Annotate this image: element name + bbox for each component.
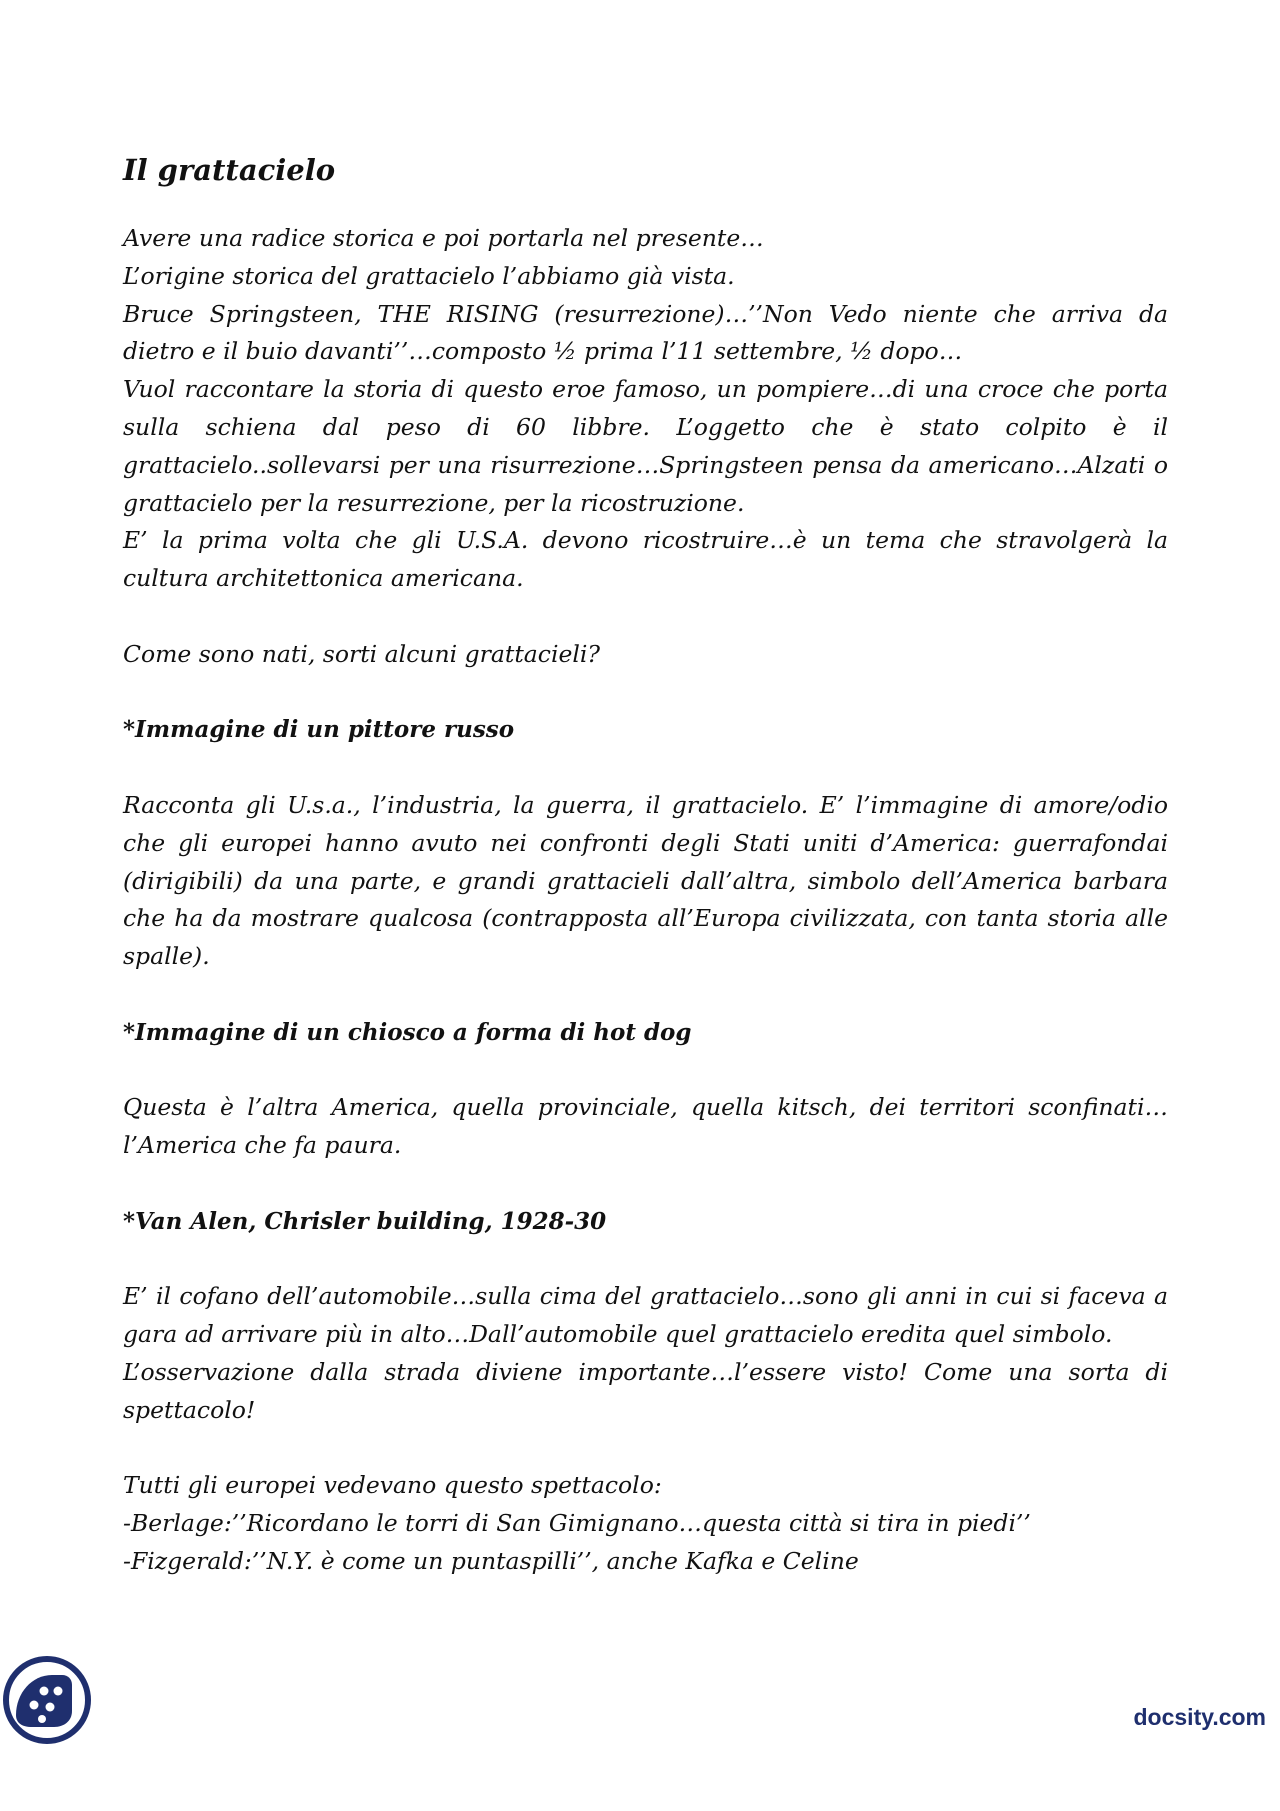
spacer <box>123 674 1168 712</box>
docsity-logo-icon[interactable] <box>2 1655 92 1745</box>
closing-intro: Tutti gli europei vedevano questo spettacolo: <box>123 1471 662 1500</box>
spacer <box>123 1165 1168 1203</box>
section-text-chrysler-1: E’ il cofano dell’automobile…sulla cima del grattacielo…sono gli anni in cui si faceva a gara ad arrivare più in alto…Dall’automobile quel grattacielo eredita quel simbolo. <box>123 1282 1168 1349</box>
section-heading-russian-painter: *Immagine di un pittore russo <box>123 716 515 744</box>
spacer <box>123 1241 1168 1279</box>
spacer <box>123 976 1168 1014</box>
quote-item-fitzgerald: -Fizgerald:’’N.Y. è come un puntaspilli’’, anche Kafka e Celine <box>123 1546 859 1575</box>
emphasis-text: l’essere visto <box>734 1357 899 1386</box>
intro-line-4: Vuol raccontare la storia di questo eroe famoso, un pompiere…di una croce che porta sulla schiena dal peso di 60 libbre. L’oggetto che è stato colpito è il grattacielo..sollevarsi per una risurrezione…Springsteen pensa da americano…Alzati o grattacielo per la resurrezione, per la ricostruzione. <box>123 375 1168 517</box>
section-heading-hot-dog: *Immagine di un chiosco a forma di hot dog <box>123 1018 692 1046</box>
text-segment: ! Come una sorta di spettacolo! <box>123 1357 1168 1424</box>
docsity-brand-link[interactable]: docsity.com <box>1133 1704 1266 1730</box>
spacer <box>123 1052 1168 1090</box>
intro-line-2: L’origine storica del grattacielo l’abbiamo già vista. <box>123 261 735 290</box>
spacer <box>123 749 1168 787</box>
section-text-chrysler-2 <box>123 1354 1168 1430</box>
section-heading-chrysler: *Van Alen, Chrisler building, 1928-30 <box>123 1207 607 1235</box>
spacer <box>123 598 1168 636</box>
section-text-russian-painter: Racconta gli U.s.a., l’industria, la guerra, il grattacielo. E’ l’immagine di amore/odio che gli europei hanno avuto nei confronti degli Stati uniti d’America: guerrafondai (dirigibili) da una parte, e grandi grattacieli dall’altra, simbolo dell’America barbara che ha da mostrare qualcosa (contrapposta all’Europa civilizzata, con tanta storia alle spalle). <box>123 790 1168 971</box>
section-text-hot-dog: Questa è l’altra America, quella provinciale, quella kitsch, dei territori sconfinati…l’America che fa paura. <box>123 1093 1168 1160</box>
intro-line-3: Bruce Springsteen, THE RISING (resurrezione)…’’Non Vedo niente che arriva da dietro e il buio davanti’’…composto ½ prima l’11 settembre, ½ dopo… <box>123 299 1168 366</box>
spacer <box>123 1430 1168 1468</box>
page-title: Il grattacielo <box>123 153 336 187</box>
question-line: Come sono nati, sorti alcuni grattacieli? <box>123 639 601 668</box>
quote-item-berlage: -Berlage:’’Ricordano le torri di San Gimignano…questa città si tira in piedi’’ <box>123 1509 1031 1538</box>
intro-line-1: Avere una radice storica e poi portarla nel presente… <box>123 224 764 252</box>
text-segment: L’osservazione dalla strada diviene importante… <box>123 1357 735 1386</box>
intro-line-5: E’ la prima volta che gli U.S.A. devono ricostruire…è un tema che stravolgerà la cultura architettonica americana. <box>123 526 1168 593</box>
document-page <box>123 150 1168 1581</box>
